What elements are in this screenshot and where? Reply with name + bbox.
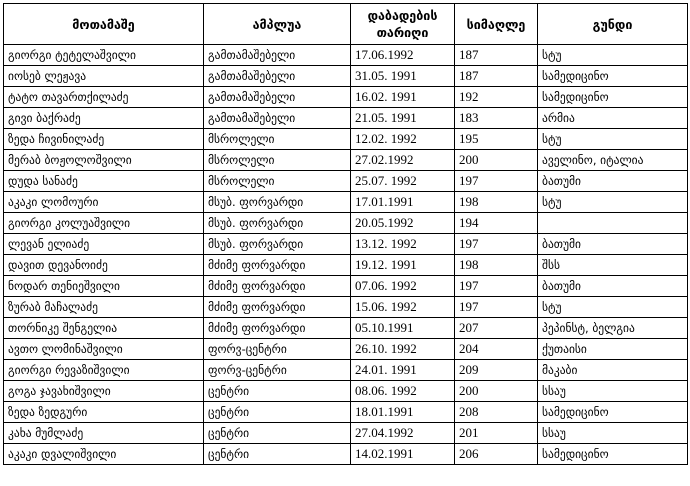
cell-birth-date: 18.01.1991 xyxy=(351,402,455,423)
table-row xyxy=(4,192,688,213)
cell-height: 197 xyxy=(455,171,538,192)
table-row xyxy=(4,129,688,150)
cell-height: 201 xyxy=(455,423,538,444)
cell-player: ტატო თავართქილაძე xyxy=(4,87,204,108)
cell-position: მძიმე ფორვარდი xyxy=(204,255,351,276)
cell-position: მსუბ. ფორვარდი xyxy=(204,213,351,234)
cell-birth-date: 07.06. 1992 xyxy=(351,276,455,297)
table-row xyxy=(4,339,688,360)
cell-club: ბათუმი xyxy=(538,234,688,255)
cell-position: გამთამაშებელი xyxy=(204,45,351,66)
cell-height: 204 xyxy=(455,339,538,360)
cell-position: მძიმე ფორვარდი xyxy=(204,276,351,297)
cell-birth-date: 15.06. 1992 xyxy=(351,297,455,318)
cell-player: დავით დევანოიძე xyxy=(4,255,204,276)
cell-club: სსაუ xyxy=(538,381,688,402)
cell-birth-date: 20.05.1992 xyxy=(351,213,455,234)
table-row xyxy=(4,255,688,276)
cell-position: მსროლელი xyxy=(204,171,351,192)
cell-club: სტუ xyxy=(538,129,688,150)
cell-height: 195 xyxy=(455,129,538,150)
cell-club: შსს xyxy=(538,255,688,276)
cell-birth-date: 14.02.1991 xyxy=(351,444,455,465)
cell-position: მძიმე ფორვარდი xyxy=(204,297,351,318)
table-row xyxy=(4,381,688,402)
cell-player: გოგა ჯავახიშვილი xyxy=(4,381,204,402)
cell-height: 207 xyxy=(455,318,538,339)
cell-position: ფორვ-ცენტრი xyxy=(204,360,351,381)
cell-height: 192 xyxy=(455,87,538,108)
table-row xyxy=(4,402,688,423)
cell-position: ფორვ-ცენტრი xyxy=(204,339,351,360)
cell-club xyxy=(538,213,688,234)
cell-height: 208 xyxy=(455,402,538,423)
cell-player: ზურაბ მაჩალაძე xyxy=(4,297,204,318)
cell-club: სამედიცინო xyxy=(538,444,688,465)
cell-birth-date: 16.02. 1991 xyxy=(351,87,455,108)
table-body xyxy=(4,45,688,465)
cell-position: მსროლელი xyxy=(204,150,351,171)
cell-player: ზედა ზედგური xyxy=(4,402,204,423)
cell-birth-date: 31.05. 1991 xyxy=(351,66,455,87)
cell-birth-date: 17.06.1992 xyxy=(351,45,455,66)
cell-birth-date: 17.01.1991 xyxy=(351,192,455,213)
cell-position: გამთამაშებელი xyxy=(204,87,351,108)
cell-height: 197 xyxy=(455,276,538,297)
cell-club: სტუ xyxy=(538,192,688,213)
header-player: მოთამაშე xyxy=(4,4,204,45)
cell-height: 200 xyxy=(455,150,538,171)
cell-player: კახა მუმლაძე xyxy=(4,423,204,444)
cell-birth-date: 12.02. 1992 xyxy=(351,129,455,150)
cell-position: მძიმე ფორვარდი xyxy=(204,318,351,339)
cell-club: სამედიცინო xyxy=(538,66,688,87)
cell-club: სტუ xyxy=(538,45,688,66)
cell-player: იოსებ ლეჟავა xyxy=(4,66,204,87)
cell-position: ცენტრი xyxy=(204,381,351,402)
cell-height: 198 xyxy=(455,255,538,276)
table-row xyxy=(4,360,688,381)
header-position: ამპლუა xyxy=(204,4,351,45)
cell-club: ქუთაისი xyxy=(538,339,688,360)
cell-club: აველინო, იტალია xyxy=(538,150,688,171)
player-roster-table xyxy=(3,3,688,465)
cell-birth-date: 13.12. 1992 xyxy=(351,234,455,255)
cell-player: ავთო ლომინაშვილი xyxy=(4,339,204,360)
table-row xyxy=(4,108,688,129)
cell-height: 197 xyxy=(455,297,538,318)
header-club: გუნდი xyxy=(538,4,688,45)
cell-club: სამედიცინო xyxy=(538,402,688,423)
cell-height: 187 xyxy=(455,66,538,87)
cell-position: გამთამაშებელი xyxy=(204,66,351,87)
cell-player: გივი ბაქრაძე xyxy=(4,108,204,129)
header-birth-date: დაბადების თარიღი xyxy=(351,4,455,45)
cell-club: პეპინსტ, ბელგია xyxy=(538,318,688,339)
cell-player: გიორგი რევაზიშვილი xyxy=(4,360,204,381)
cell-player: გიორგი კოლუაშვილი xyxy=(4,213,204,234)
cell-birth-date: 08.06. 1992 xyxy=(351,381,455,402)
cell-birth-date: 05.10.1991 xyxy=(351,318,455,339)
cell-player: ლევან ელიაძე xyxy=(4,234,204,255)
table-row xyxy=(4,276,688,297)
cell-height: 197 xyxy=(455,234,538,255)
cell-position: მსუბ. ფორვარდი xyxy=(204,192,351,213)
table-header xyxy=(4,4,688,45)
cell-height: 183 xyxy=(455,108,538,129)
header-height: სიმაღლე xyxy=(455,4,538,45)
cell-birth-date: 24.01. 1991 xyxy=(351,360,455,381)
cell-height: 200 xyxy=(455,381,538,402)
cell-height: 194 xyxy=(455,213,538,234)
cell-position: ცენტრი xyxy=(204,444,351,465)
header-row xyxy=(4,4,688,45)
cell-club: სტუ xyxy=(538,297,688,318)
table-row xyxy=(4,297,688,318)
cell-birth-date: 27.02.1992 xyxy=(351,150,455,171)
cell-player: გიორგი ტეტელაშვილი xyxy=(4,45,204,66)
cell-player: მერაბ ბოჟოლოშვილი xyxy=(4,150,204,171)
cell-birth-date: 26.10. 1992 xyxy=(351,339,455,360)
cell-position: ცენტრი xyxy=(204,423,351,444)
table-row xyxy=(4,444,688,465)
table-row xyxy=(4,423,688,444)
cell-player: აკაკი ლომოური xyxy=(4,192,204,213)
table-row xyxy=(4,150,688,171)
cell-height: 198 xyxy=(455,192,538,213)
cell-position: ცენტრი xyxy=(204,402,351,423)
cell-club: არმია xyxy=(538,108,688,129)
table-row xyxy=(4,87,688,108)
cell-player: თორნიკე შენგელია xyxy=(4,318,204,339)
cell-club: სამედიცინო xyxy=(538,87,688,108)
cell-height: 209 xyxy=(455,360,538,381)
cell-club: მაკაბი xyxy=(538,360,688,381)
table-row xyxy=(4,66,688,87)
cell-position: მსროლელი xyxy=(204,129,351,150)
cell-height: 187 xyxy=(455,45,538,66)
cell-position: გამთამაშებელი xyxy=(204,108,351,129)
table-row xyxy=(4,213,688,234)
cell-birth-date: 27.04.1992 xyxy=(351,423,455,444)
cell-birth-date: 19.12. 1991 xyxy=(351,255,455,276)
table-row xyxy=(4,234,688,255)
cell-player: ზედა ჩივინილაძე xyxy=(4,129,204,150)
cell-player: ნოდარ თენიეშვილი xyxy=(4,276,204,297)
table-row xyxy=(4,318,688,339)
cell-player: აკაკი დვალიშვილი xyxy=(4,444,204,465)
cell-club: ბათუმი xyxy=(538,171,688,192)
cell-club: სსაუ xyxy=(538,423,688,444)
cell-birth-date: 25.07. 1992 xyxy=(351,171,455,192)
table-row xyxy=(4,45,688,66)
cell-position: მსუბ. ფორვარდი xyxy=(204,234,351,255)
cell-player: დუდა სანაძე xyxy=(4,171,204,192)
cell-club: ბათუმი xyxy=(538,276,688,297)
cell-height: 206 xyxy=(455,444,538,465)
table-row xyxy=(4,171,688,192)
cell-birth-date: 21.05. 1991 xyxy=(351,108,455,129)
